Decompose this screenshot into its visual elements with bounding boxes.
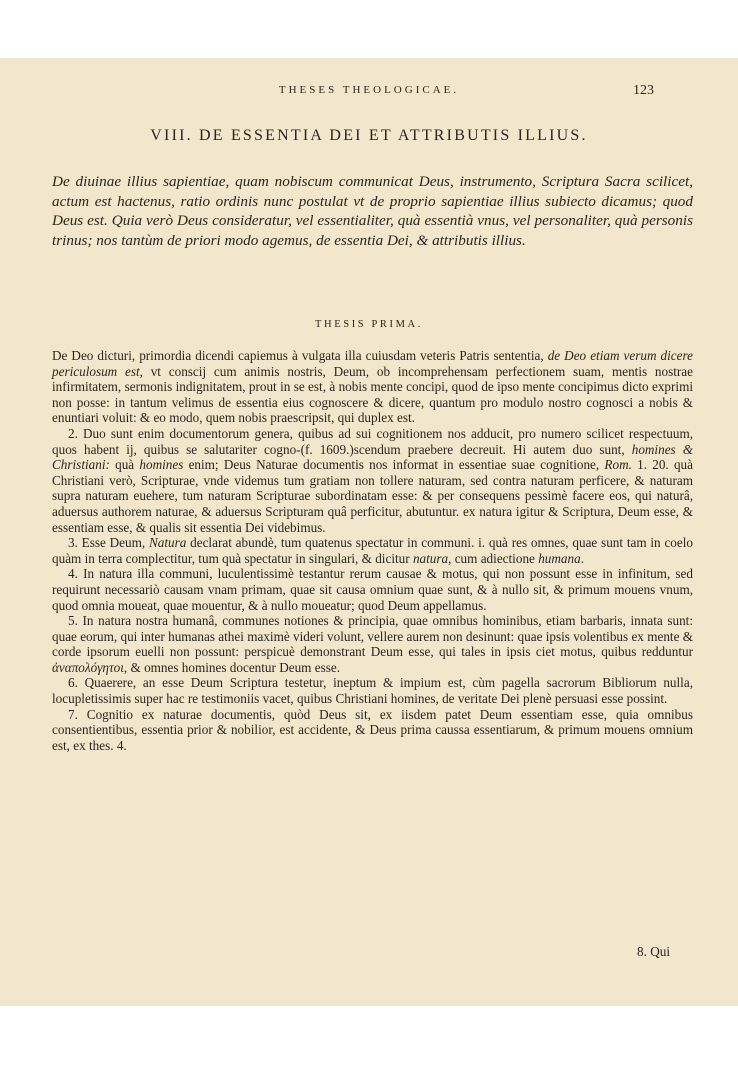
text-run: , cum adiectione bbox=[448, 550, 539, 566]
text-run: , & omnes homines docentur Deum esse. bbox=[123, 659, 341, 675]
text-run: quà bbox=[109, 457, 140, 473]
text-run: De Deo dicturi, primordia dicendi capiemus à vulgata illa cuiusdam veteris Patris sententia, bbox=[52, 348, 548, 363]
paragraph-1 bbox=[52, 348, 693, 426]
italic-quote: de Deo etiam verum dicere periculosum est bbox=[52, 348, 693, 379]
text-run: , vt conscij cum animis nostris, Deum, ob incomprehensam perfectionem suam, mentis nostrae infirmitatem, sermonis indignitatem, prout in se est, à nobis mente concipi, quod de ipso mente concipimus dicto exprimi non posse: in tantum velimus de essentia eius cognoscere & dicere, quantum pro modulo nostro cognosci a nobis & enuntiari voluit: & eo modo, quem nobis praescripsit, qui duplex est. bbox=[52, 363, 693, 426]
catchword: 8. Qui bbox=[637, 944, 670, 959]
italic-term: Natura bbox=[148, 535, 187, 551]
text-run: declarat abundè, tum quatenus spectatur in communi. i. quà res omnes, quae sunt tam in coelo quàm in terra complectitur, tum quà spectatur in singulari, & dicitur bbox=[52, 535, 693, 566]
running-head: THESES THEOLOGICAE. bbox=[278, 84, 460, 96]
text-run: 5. In natura nostra humanâ, communes notiones & principia, quae omnibus hominibus, etiam barbaris, innata sunt: quae eorum, qui inter humanas athei maximè videri volunt, vellere aurem non desinunt: quae ipsis volentibus ex mente & corde ipsorum euelli non possunt: perspicuè demonstrant Deum esse, qui tales in ipsis ciet motus, quibus redduntur bbox=[52, 613, 693, 660]
text-run: 3. Esse Deum, bbox=[68, 535, 149, 551]
text-run: 2. Duo sunt enim documentorum genera, quibus ad sui cognitionem nos adducit, pro numero scilicet respectuum, quos habent ij, quibus se salutariter cogno-(f. 1609.)scendum praebere decreuit. Hi autem duo sunt, bbox=[52, 425, 693, 457]
italic-term: humana bbox=[538, 550, 581, 566]
greek-term: ἀναπολόγητοι bbox=[52, 659, 124, 675]
paragraph-2 bbox=[52, 426, 693, 535]
paragraph-4: 4. In natura illa communi, luculentissimè testantur rerum causae & motus, qui non possunt esse in infinitum, sed requirunt necessariò causam vnam primam, quae sit causa omnium quae sunt, & à nullo sit, & primum mouens vnum, quod omnia moueat, quae mouentur, & à nullo moueatur; quod Deum appellamus. bbox=[52, 566, 693, 613]
italic-reference: Rom. bbox=[604, 457, 632, 473]
text-run: enim; Deus Naturae documentis nos informat in essentiae suae cognitione, bbox=[183, 457, 605, 473]
italic-term: homines & Christiani: bbox=[52, 441, 693, 473]
thesis-body bbox=[52, 348, 693, 753]
italic-term: natura bbox=[412, 550, 449, 566]
text-run: . bbox=[580, 550, 584, 566]
paragraph-3 bbox=[52, 535, 693, 566]
thesis-heading: THESIS PRIMA. bbox=[315, 319, 423, 330]
chapter-title: VIII. DE ESSENTIA DEI ET ATTRIBUTIS ILLIUS. bbox=[150, 127, 588, 144]
paragraph-5 bbox=[52, 613, 693, 675]
text-run: 1. 20. quà Christiani verò, Scripturae, vnde videmus tum gratiam non tollere naturam, sed contra naturam perficere, & naturam supra naturam euehere, tum naturam Scripturae subordinatam esse: & per consequens pessimè facere eos, qui naturâ, aduersus authorem naturae, & aduersus Scripturam quâ perficitur, abutuntur. ex natura igitur & Scriptura, Deum esse, & essentiam esse, & qualis sit essentia Dei videbimus. bbox=[52, 457, 693, 535]
chapter-intro: De diuinae illius sapientiae, quam nobiscum communicat Deus, instrumento, Scriptura Sacra scilicet, actum est hactenus, ratio ordinis nunc postulat vt de proprio sapientiae illius subiecto dicamus; quod Deus est. Quia verò Deus consideratur, vel essentialiter, quà essentià vnus, vel personaliter, quà personis trinus; nos tantùm de priori modo agemus, de essentia Dei, & attributis illius. bbox=[52, 173, 693, 249]
paragraph-7: 7. Cognitio ex naturae documentis, quòd Deus sit, ex iisdem patet Deum essentiam esse, quia omnibus consentientibus, essentia prior & nobilior, est accidente, & Deus prima caussa essentiarum, & primum mouens omnium est, ex thes. 4. bbox=[52, 706, 693, 753]
italic-term: homines bbox=[139, 457, 184, 473]
paragraph-6: 6. Quaerere, an esse Deum Scriptura testetur, ineptum & impium est, cùm pagella sacrorum Bibliorum nulla, locupletissimis super hac re testimoniis vacet, quibus Christiani homines, de veritate Dei plenè persuasi esse possint. bbox=[52, 675, 693, 707]
page-number: 123 bbox=[633, 83, 654, 98]
